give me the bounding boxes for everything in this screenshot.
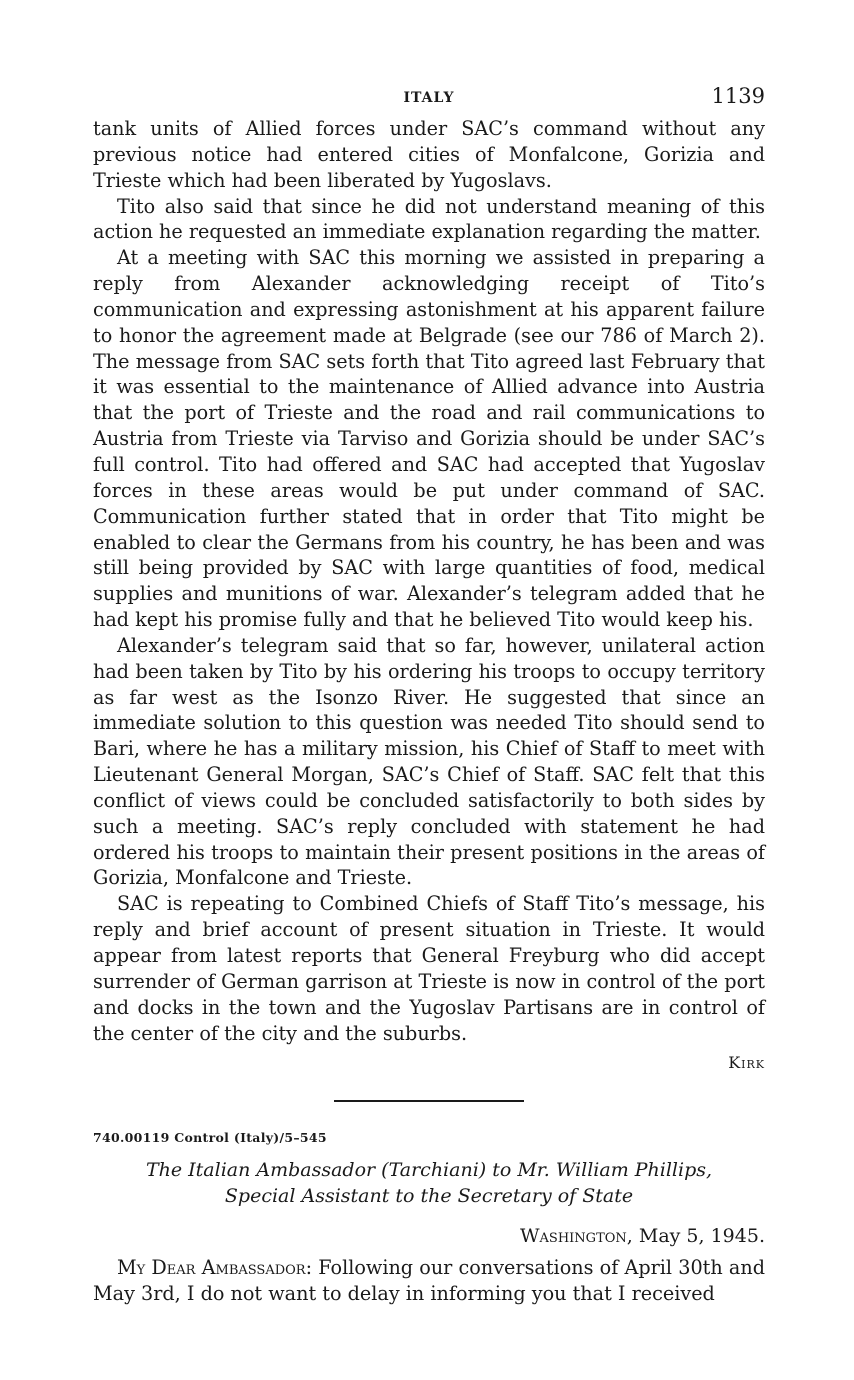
section-divider bbox=[334, 1100, 524, 1102]
document-title bbox=[93, 1157, 765, 1209]
paragraph-tito-request: Tito also said that since he did not understand meaning of this action he requested an immediate explanation regarding the matter. bbox=[93, 194, 765, 244]
document-title-line-2: Special Assistant to the Secretary of State bbox=[224, 1185, 634, 1208]
dateline-place: Washington, bbox=[520, 1225, 633, 1248]
document-page bbox=[93, 82, 765, 1307]
document-title-line-1: The Italian Ambassador (Tarchiani) to Mr. William Phillips, bbox=[145, 1159, 713, 1182]
page-number: 1139 bbox=[711, 84, 765, 108]
file-reference: 740.00119 Control (Italy)/5–545 bbox=[93, 1130, 327, 1146]
telegram-body bbox=[93, 116, 765, 1076]
letter-body bbox=[93, 1255, 765, 1307]
paragraph-sac-repeating: SAC is repeating to Combined Chiefs of Staff Tito’s message, his reply and brief account of present situation in Trieste. It would appear from latest reports that General Freyburg who did accept surrender of German garrison at Trieste is now in control of the port and docks in the town and the Yugoslav Partisans are in control of the center of the city and the suburbs. bbox=[93, 892, 765, 1045]
signature: Kirk bbox=[728, 1053, 765, 1073]
paragraph-continuation: tank units of Allied forces under SAC’s command without any previous notice had entered cities of Monfalcone, Gorizia and Trieste which had been liberated by Yugoslavs. bbox=[93, 117, 765, 192]
letter-opening-text: Following our conversations of April 30th and May 3rd, I do not want to delay in informing you that I received bbox=[93, 1256, 765, 1306]
dateline-date: May 5, 1945. bbox=[638, 1225, 765, 1248]
letter-opening-paragraph bbox=[93, 1255, 765, 1307]
running-head bbox=[93, 82, 765, 116]
paragraph-alexander-telegram: Alexander’s telegram said that so far, however, unilateral action had been taken by Tito by his ordering his troops to occupy territory as far west as the Isonzo River. He suggested that since an immediate solution to this question was needed Tito should send to Bari, where he has a military mission, his Chief of Staff to meet with Lieutenant General Morgan, SAC’s Chief of Staff. SAC felt that this conflict of views could be concluded satisfactorily to both sides by such a meeting. SAC’s reply concluded with statement he had ordered his troops to maintain their present positions in the areas of Gorizia, Monfalcone and Trieste. bbox=[93, 633, 765, 890]
running-title: ITALY bbox=[403, 90, 455, 106]
salutation: My Dear Ambassador: bbox=[117, 1256, 313, 1280]
dateline bbox=[93, 1223, 765, 1249]
paragraph-sac-meeting: At a meeting with SAC this morning we assisted in preparing a reply from Alexander acknowledging receipt of Tito’s communication and expressing astonishment at his apparent failure to honor the agreement made at Belgrade (see our 786 of March 2). The message from SAC sets forth that Tito agreed last February that it was essential to the maintenance of Allied advance into Austria that the port of Trieste and the road and rail communications to Austria from Trieste via Tarviso and Gorizia should be under SAC’s full control. Tito had offered and SAC had accepted that Yugoslav forces in these areas would be put under command of SAC. Communication further stated that in order that Tito might be enabled to clear the Germans from his country, he has been and was still being provided by SAC with large quantities of food, medical supplies and munitions of war. Alexander’s telegram added that he had kept his promise fully and that he believed Tito would keep his. bbox=[93, 246, 765, 632]
